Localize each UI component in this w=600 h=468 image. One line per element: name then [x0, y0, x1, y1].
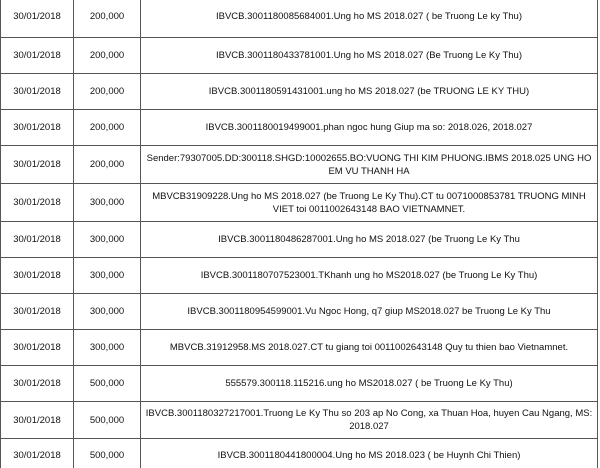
description-cell: 555579.300118.115216.ung ho MS2018.027 ( be Truong Le Ky Thu) [141, 366, 598, 402]
table-row [1, 38, 598, 74]
description-cell: MBVCB31909228.Ung ho MS 2018.027 (be Truong Le Ky Thu).CT tu 0071000853781 TRUONG MINH VIET toi 0011002643148 BAO VIETNAMNET. [141, 184, 598, 222]
table-row [1, 366, 598, 402]
description-cell: Sender:79307005.DD:300118.SHGD:10002655.BO:VUONG THI KIM PHUONG.IBMS 2018.025 UNG HO EM VU THANH HA [141, 146, 598, 184]
table-row [1, 294, 598, 330]
date-cell: 30/01/2018 [1, 366, 74, 402]
transaction-table-body [1, 0, 598, 468]
amount-cell: 200,000 [74, 110, 141, 146]
table-row [1, 146, 598, 184]
amount-cell: 300,000 [74, 184, 141, 222]
table-row [1, 184, 598, 222]
amount-cell: 200,000 [74, 0, 141, 38]
table-row [1, 258, 598, 294]
date-cell: 30/01/2018 [1, 258, 74, 294]
description-cell: IBVCB.3001180954599001.Vu Ngoc Hong, q7 giup MS2018.027 be Truong Le Ky Thu [141, 294, 598, 330]
table-row [1, 402, 598, 439]
table-row [1, 222, 598, 258]
description-cell: IBVCB.3001180707523001.TKhanh ung ho MS2018.027 (be Truong Le Ky Thu) [141, 258, 598, 294]
date-cell: 30/01/2018 [1, 439, 74, 468]
amount-cell: 300,000 [74, 294, 141, 330]
amount-cell: 300,000 [74, 258, 141, 294]
description-cell: IBVCB.3001180327217001.Truong Le Ky Thu so 203 ap No Cong, xa Thuan Hoa, huyen Cau Ngang, MS: 2018.027 [141, 402, 598, 439]
table-row [1, 439, 598, 468]
date-cell: 30/01/2018 [1, 74, 74, 110]
description-cell: MBVCB.31912958.MS 2018.027.CT tu giang toi 0011002643148 Quy tu thien bao Vietnamnet. [141, 330, 598, 366]
amount-cell: 500,000 [74, 439, 141, 468]
date-cell: 30/01/2018 [1, 0, 74, 38]
table-row [1, 0, 598, 38]
date-cell: 30/01/2018 [1, 330, 74, 366]
description-cell: IBVCB.3001180591431001.ung ho MS 2018.027 (be TRUONG LE KY THU) [141, 74, 598, 110]
amount-cell: 200,000 [74, 146, 141, 184]
date-cell: 30/01/2018 [1, 146, 74, 184]
description-cell: IBVCB.3001180085684001.Ung ho MS 2018.027 ( be Truong Le ky Thu) [141, 0, 598, 38]
description-cell: IBVCB.3001180019499001.phan ngoc hung Giup ma so: 2018.026, 2018.027 [141, 110, 598, 146]
description-cell: IBVCB.3001180441800004.Ung ho MS 2018.023 ( be Huynh Chi Thien) [141, 439, 598, 468]
date-cell: 30/01/2018 [1, 294, 74, 330]
date-cell: 30/01/2018 [1, 110, 74, 146]
description-cell: IBVCB.3001180486287001.Ung ho MS 2018.027 (be Truong Le Ky Thu [141, 222, 598, 258]
table-row [1, 74, 598, 110]
description-cell: IBVCB.3001180433781001.Ung ho MS 2018.027 (Be Truong Le Ky Thu) [141, 38, 598, 74]
amount-cell: 300,000 [74, 222, 141, 258]
date-cell: 30/01/2018 [1, 184, 74, 222]
table-row [1, 330, 598, 366]
amount-cell: 300,000 [74, 330, 141, 366]
date-cell: 30/01/2018 [1, 402, 74, 439]
amount-cell: 500,000 [74, 366, 141, 402]
table-row [1, 110, 598, 146]
amount-cell: 200,000 [74, 74, 141, 110]
amount-cell: 500,000 [74, 402, 141, 439]
date-cell: 30/01/2018 [1, 38, 74, 74]
date-cell: 30/01/2018 [1, 222, 74, 258]
amount-cell: 200,000 [74, 38, 141, 74]
